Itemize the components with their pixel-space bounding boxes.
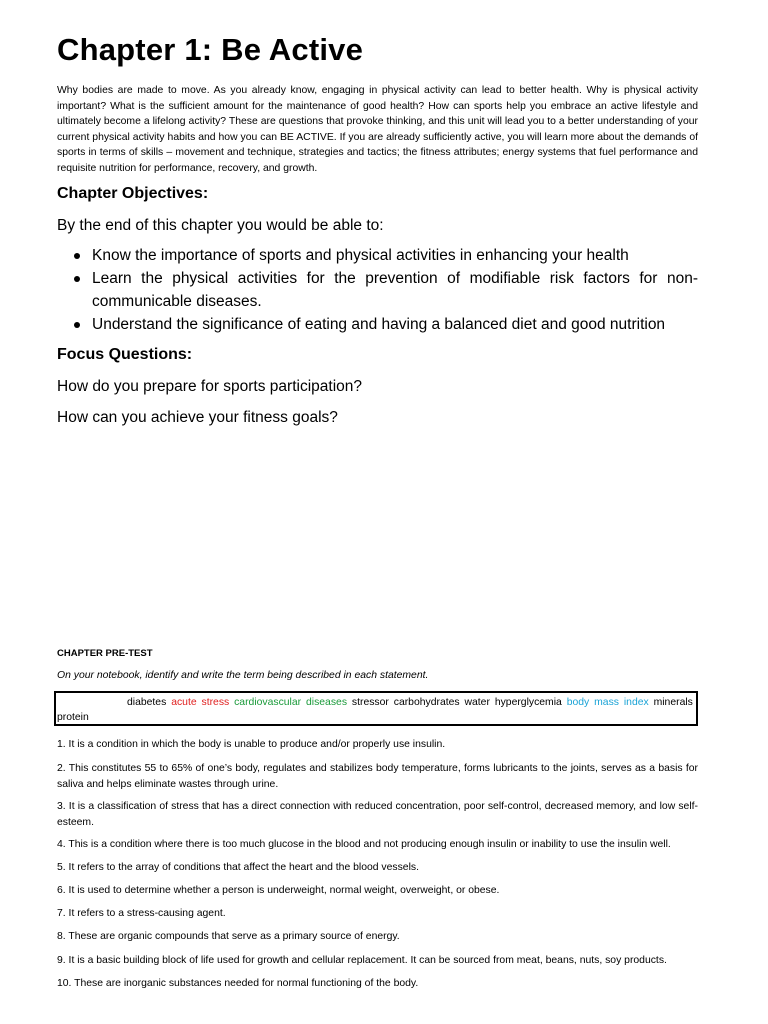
pretest-question: 9. It is a basic building block of life used for growth and cellular replacement. It can be sourced from meat, beans, nuts, soy products.	[57, 955, 667, 966]
pretest-heading: CHAPTER PRE-TEST	[57, 648, 153, 659]
word-bank-term: index	[623, 697, 649, 708]
objective-item: Know the importance of sports and physical activities in enhancing your health	[57, 244, 698, 267]
word-bank-term: diabetes	[127, 697, 167, 708]
objectives-heading: Chapter Objectives:	[57, 185, 209, 202]
word-bank-term: hyperglycemia	[494, 697, 562, 708]
word-bank-term: minerals	[653, 697, 693, 708]
word-bank-term: diseases	[306, 697, 348, 708]
intro-paragraph: Why bodies are made to move. As you already know, engaging in physical activity can lead to better health. Why is physical activity important? What is the sufficient amount for the maintenance of good health? How can sports help you embrace an active lifestyle and ultimately become a lifelong activity? These are questions that provoke thinking, and this unit will lead you to a better understanding of your current physical activity habits and how you can BE ACTIVE. If you are already sufficiently active, you will learn more about the demands of sports in terms of skills – movement and technique, strategies and tactics; the fitness attributes; energy systems that fuel performance and requisite nutrition for performance, recovery, and growth.	[57, 85, 698, 174]
pretest-question: 3. It is a classification of stress that has a direct connection with reduced concentration, poor self-control, decreased memory, and low self-esteem.	[57, 801, 698, 828]
word-bank-term: body	[566, 697, 590, 708]
pretest-question: 10. These are inorganic substances needed for normal functioning of the body.	[57, 978, 419, 989]
objective-item: Learn the physical activities for the prevention of modifiable risk factors for non-communicable diseases.	[57, 267, 698, 313]
word-bank-term: protein	[57, 712, 89, 723]
focus-question: How can you achieve your fitness goals?	[57, 409, 338, 426]
pretest-question: 1. It is a condition in which the body is unable to produce and/or properly use insulin.	[57, 739, 446, 750]
chapter-title: Chapter 1: Be Active	[57, 32, 364, 67]
focus-question: How do you prepare for sports participation?	[57, 378, 362, 395]
word-bank-box	[54, 691, 698, 726]
word-bank-term: carbohydrates	[393, 697, 460, 708]
word-bank-term: cardiovascular	[234, 697, 302, 708]
objectives-lead: By the end of this chapter you would be able to:	[57, 217, 384, 234]
word-bank-term: mass	[594, 697, 619, 708]
word-bank-term: acute	[171, 697, 197, 708]
objective-item: Understand the significance of eating and having a balanced diet and good nutrition	[57, 313, 698, 336]
pretest-question: 8. These are organic compounds that serve as a primary source of energy.	[57, 931, 400, 942]
focus-heading: Focus Questions:	[57, 346, 193, 363]
pretest-question: 6. It is used to determine whether a person is underweight, normal weight, overweight, or obese.	[57, 885, 500, 896]
pretest-question: 2. This constitutes 55 to 65% of one’s body, regulates and stabilizes body temperature, forms lubricants to the joints, serves as a basis for saliva and helps eliminate wastes through urine.	[57, 763, 698, 790]
pretest-question: 7. It refers to a stress-causing agent.	[57, 908, 226, 919]
pretest-question: 4. This is a condition where there is too much glucose in the blood and not producing enough insulin or inability to use the insulin well.	[57, 839, 671, 850]
word-bank-term: stressor	[351, 697, 389, 708]
word-bank-term: water	[464, 697, 490, 708]
word-bank-row	[127, 697, 693, 708]
pretest-instruction: On your notebook, identify and write the term being described in each statement.	[57, 670, 429, 681]
objectives-list	[57, 244, 698, 336]
pretest-question: 5. It refers to the array of conditions that affect the heart and the blood vessels.	[57, 862, 419, 873]
word-bank-term: stress	[201, 697, 230, 708]
